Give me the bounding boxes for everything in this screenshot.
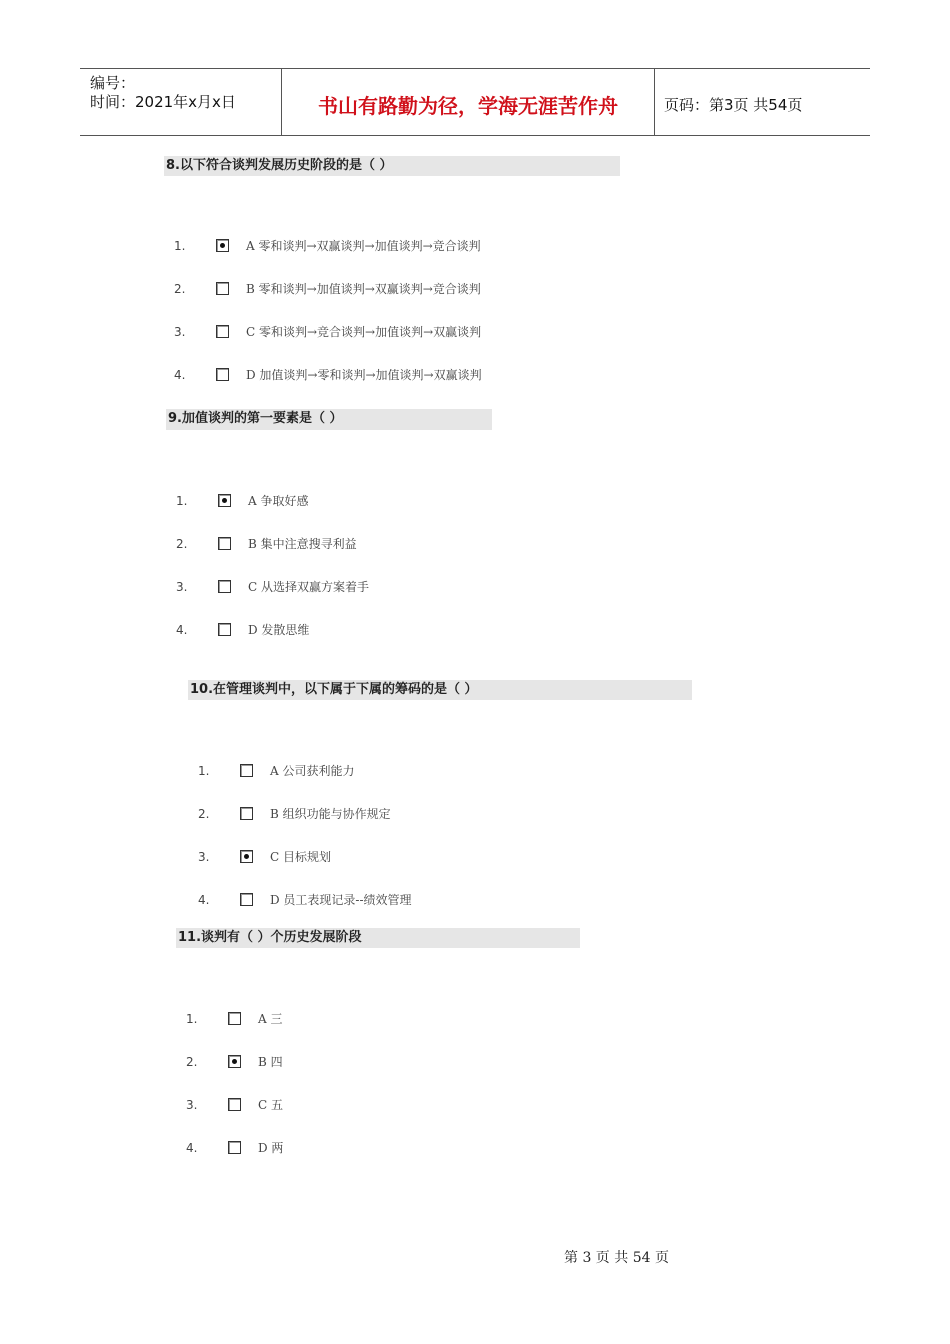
radio-unselected-icon[interactable] [228, 1012, 241, 1025]
option-text: A 公司获利能力 [270, 764, 355, 778]
option-number: 1. [176, 494, 188, 508]
radio-unselected-icon[interactable] [216, 368, 229, 381]
option-text: A 三 [258, 1012, 283, 1026]
option-number: 2. [186, 1055, 198, 1069]
option-number: 2. [174, 282, 186, 296]
option-number: 4. [186, 1141, 198, 1155]
option-text: B 零和谈判→加值谈判→双赢谈判→竞合谈判 [246, 282, 481, 296]
option-number: 4. [198, 893, 210, 907]
header-motto: 书山有路勤为径，学海无涯苦作舟 [318, 94, 618, 118]
radio-unselected-icon[interactable] [240, 893, 253, 906]
radio-selected-icon[interactable] [240, 850, 253, 863]
header-divider-right [654, 68, 655, 136]
option-text: B 四 [258, 1055, 283, 1069]
option-text: D 员工表现记录--绩效管理 [270, 893, 412, 907]
option-text: C 从选择双赢方案着手 [248, 580, 369, 594]
radio-unselected-icon[interactable] [216, 325, 229, 338]
option-text: C 零和谈判→竞合谈判→加值谈判→双赢谈判 [246, 325, 482, 339]
option-text: A 零和谈判→双赢谈判→加值谈判→竞合谈判 [246, 239, 481, 253]
option-text: C 五 [258, 1098, 283, 1112]
option-number: 4. [176, 623, 188, 637]
option-number: 4. [174, 368, 186, 382]
option-text: D 加值谈判→零和谈判→加值谈判→双赢谈判 [246, 368, 482, 382]
option-number: 3. [176, 580, 188, 594]
radio-unselected-icon[interactable] [228, 1141, 241, 1154]
page-indicator: 页码：第3页 共54页 [664, 96, 803, 114]
option-number: 3. [174, 325, 186, 339]
radio-unselected-icon[interactable] [218, 623, 231, 636]
document-number-label: 编号： [90, 74, 136, 92]
radio-unselected-icon[interactable] [240, 764, 253, 777]
radio-unselected-icon[interactable] [218, 580, 231, 593]
radio-selected-icon[interactable] [216, 239, 229, 252]
page-footer: 第 3 页 共 54 页 [564, 1250, 669, 1266]
option-number: 3. [198, 850, 210, 864]
question-8-title: 8.以下符合谈判发展历史阶段的是（ ） [164, 156, 620, 176]
radio-selected-icon[interactable] [218, 494, 231, 507]
option-number: 1. [174, 239, 186, 253]
option-text: B 组织功能与协作规定 [270, 807, 391, 821]
radio-selected-icon[interactable] [228, 1055, 241, 1068]
option-number: 3. [186, 1098, 198, 1112]
question-9-title: 9.加值谈判的第一要素是（ ） [166, 409, 492, 430]
header-top-border [80, 68, 870, 69]
radio-unselected-icon[interactable] [218, 537, 231, 550]
radio-unselected-icon[interactable] [216, 282, 229, 295]
radio-unselected-icon[interactable] [228, 1098, 241, 1111]
option-text: D 两 [258, 1141, 284, 1155]
question-11-title: 11.谈判有（ ）个历史发展阶段 [176, 928, 580, 948]
option-number: 1. [198, 764, 210, 778]
option-text: B 集中注意搜寻利益 [248, 537, 357, 551]
option-text: C 目标规划 [270, 850, 331, 864]
option-number: 2. [198, 807, 210, 821]
option-number: 1. [186, 1012, 198, 1026]
option-text: D 发散思维 [248, 623, 310, 637]
option-text: A 争取好感 [248, 494, 309, 508]
option-number: 2. [176, 537, 188, 551]
question-10-title: 10.在管理谈判中，以下属于下属的筹码的是（ ） [188, 680, 692, 700]
document-time-label: 时间：2021年x月x日 [90, 93, 236, 111]
radio-unselected-icon[interactable] [240, 807, 253, 820]
header-bottom-border [80, 135, 870, 136]
